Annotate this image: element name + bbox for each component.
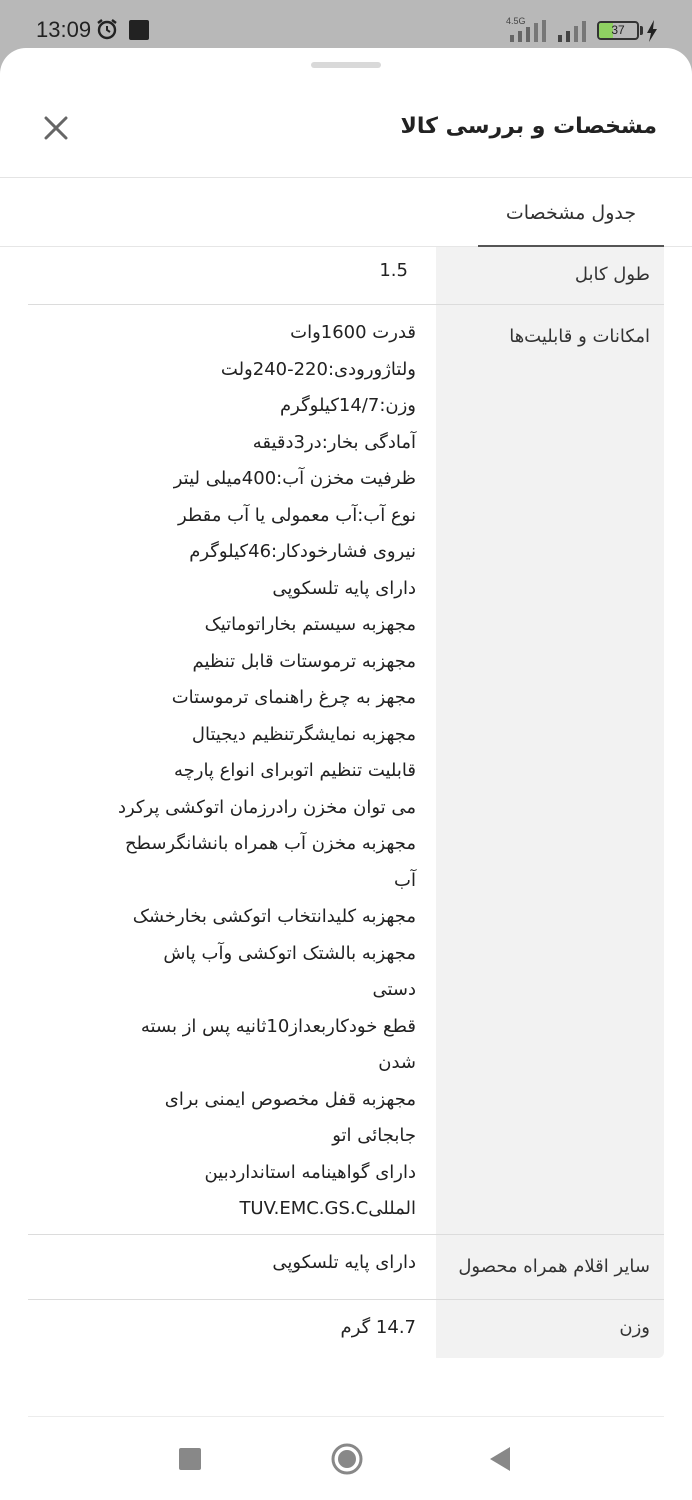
- spec-value-line: مجهزبه ترموستات قابل تنظیم: [192, 650, 416, 672]
- status-time: 13:09: [36, 17, 92, 42]
- spec-value-line: مجهز به چرغ راهنمای ترموستات: [171, 687, 416, 708]
- alarm-icon: [95, 17, 119, 41]
- tab-spec-table[interactable]: [478, 179, 664, 247]
- spec-value: [28, 247, 436, 304]
- back-icon[interactable]: [488, 1446, 512, 1472]
- spec-value: [28, 1235, 436, 1299]
- spec-value-line: دارای پایه تلسکوپی: [272, 1251, 416, 1273]
- system-nav-bar: [0, 1418, 692, 1500]
- spec-value-line: 14.7 گرم: [340, 1316, 416, 1338]
- spec-value-line: المللیTUV.EMC.GS.C: [239, 1198, 416, 1219]
- spec-value-line: مجهزبه بالشتک اتوکشی وآب پاش: [163, 942, 416, 964]
- spec-value-line: مجهزبه مخزن آب همراه بانشانگرسطح: [124, 833, 416, 854]
- notification-square-icon: [129, 20, 149, 40]
- tab-bar: [0, 179, 692, 247]
- network-type: 4.5G: [506, 16, 526, 26]
- spec-value-line: نوع آب:آب معمولی یا آب مقطر: [177, 504, 416, 526]
- spec-table: [28, 247, 664, 1358]
- spec-value-line: 1.5: [379, 260, 408, 281]
- signal-icon: [508, 20, 550, 42]
- spec-value-line: نیروی فشارخودکار:46کیلوگرم: [189, 541, 416, 562]
- table-row: [28, 1235, 664, 1300]
- spec-value-line: مجهزبه کلیدانتخاب اتوکشی بخارخشک: [132, 906, 416, 927]
- table-row: [28, 247, 664, 305]
- recent-apps-icon[interactable]: [179, 1448, 201, 1470]
- charging-bolt-icon: [646, 20, 658, 42]
- sheet-header: [0, 80, 692, 178]
- spec-value-line: مجهزبه سیستم بخاراتوماتیک: [204, 614, 416, 635]
- drag-handle[interactable]: [311, 62, 381, 68]
- spec-key: وزن: [436, 1300, 664, 1358]
- spec-value-line: مجهزبه نمایشگرتنظیم دیجیتال: [191, 723, 416, 745]
- specs-sheet: [0, 48, 692, 1500]
- battery-icon: [597, 21, 639, 40]
- spec-value-line: آب: [394, 869, 416, 891]
- spec-key: طول کابل: [436, 247, 664, 304]
- spec-key: سایر اقلام همراه محصول: [436, 1235, 664, 1299]
- spec-value-line: قابلیت تنظیم اتوبرای انواع پارچه: [173, 760, 416, 781]
- table-row: [28, 305, 664, 1235]
- spec-value: [28, 305, 436, 1234]
- spec-value-line: می توان مخزن رادرزمان اتوکشی پرکرد: [117, 796, 416, 818]
- spec-value-line: قدرت 1600وات: [290, 322, 416, 343]
- spec-value-line: دارای گواهینامه استانداردبین: [204, 1161, 416, 1183]
- spec-value-line: ظرفیت مخزن آب:400میلی لیتر: [173, 468, 416, 489]
- spec-key: امکانات و قابلیت‌ها: [436, 305, 664, 1234]
- divider: [28, 1416, 664, 1417]
- spec-value-line: مجهزبه قفل مخصوص ایمنی برای: [164, 1088, 416, 1110]
- spec-value-line: آمادگی بخار:در3دقیقه: [252, 431, 416, 453]
- spec-value-line: شدن: [378, 1052, 416, 1073]
- home-icon[interactable]: [330, 1442, 364, 1476]
- close-icon[interactable]: [40, 112, 72, 144]
- spec-value-line: دستی: [372, 979, 416, 1000]
- spec-value-line: دارای پایه تلسکوپی: [272, 577, 416, 599]
- spec-value-line: جابجائی اتو: [332, 1125, 416, 1146]
- spec-value-line: ولتاژورودی:220-240ولت: [220, 358, 416, 380]
- spec-value-line: قطع خودکاربعداز10ثانیه پس از بسته: [140, 1015, 416, 1037]
- sheet-title: مشخصات و بررسی کالا: [400, 114, 657, 139]
- battery-cap: [640, 26, 643, 35]
- spec-value: [28, 1300, 436, 1358]
- battery-percent: 37: [611, 23, 625, 37]
- tab-label: جدول مشخصات: [505, 202, 637, 224]
- table-row: [28, 1300, 664, 1358]
- signal-icon: [556, 20, 590, 42]
- spec-value-line: وزن:14/7کیلوگرم: [280, 395, 416, 416]
